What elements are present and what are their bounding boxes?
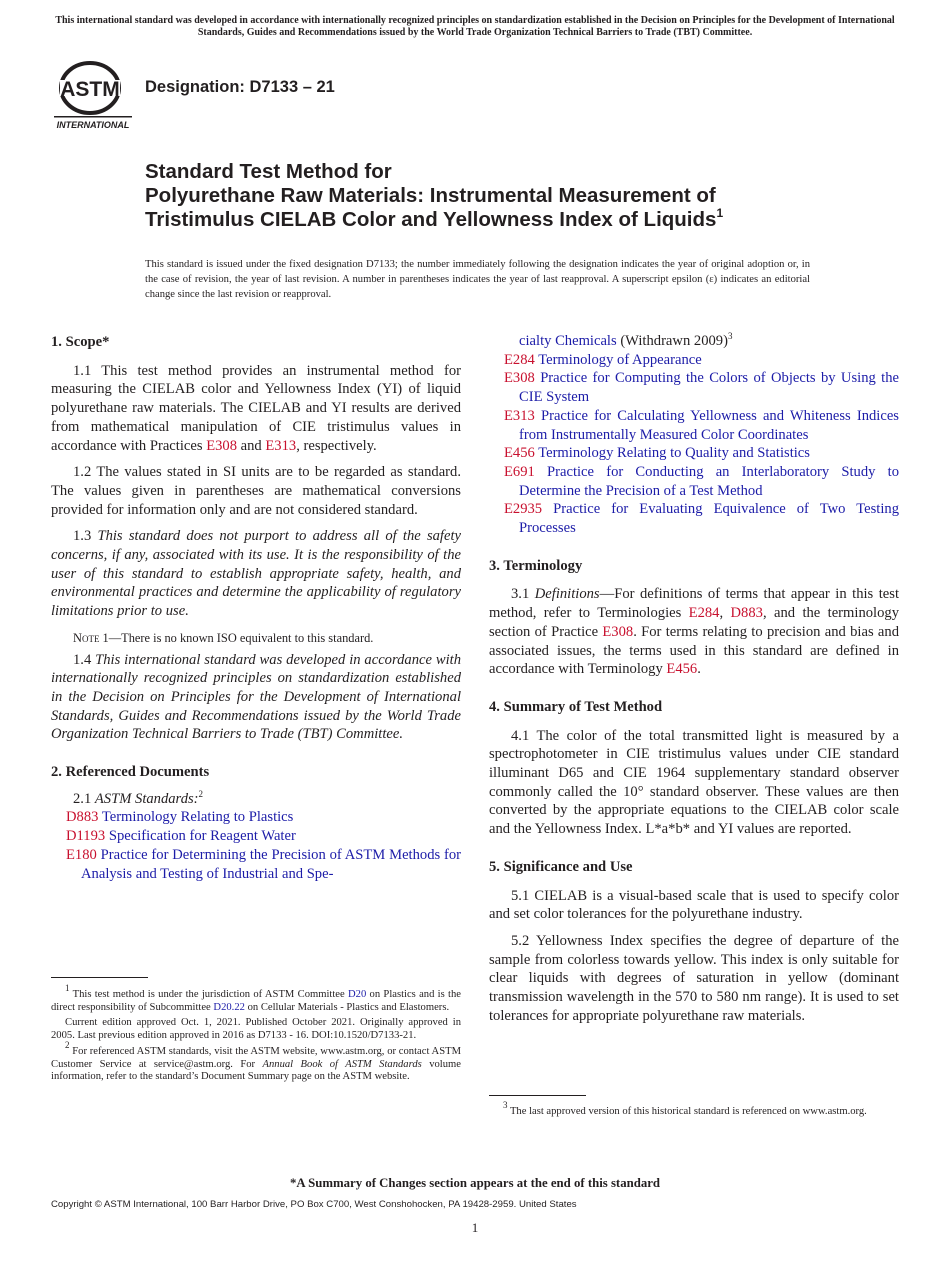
note-label: Note 1 — [73, 630, 109, 645]
ref-item-e180-cont[interactable] — [489, 332, 899, 351]
term-text-1: —For definitions of terms that appear in this test method, refer to Terminologies — [489, 586, 900, 622]
right-column — [489, 332, 899, 1026]
ref-title: Specification for Reagent Water — [108, 828, 296, 845]
ref-code: E308 — [504, 370, 535, 387]
ref-title: Practice for Calculating Yellowness and Whiteness Indices from Instrumentally Measured Color Coordinates — [519, 407, 899, 443]
header-notice: This international standard was developed in accordance with internationally recognized principles on standardization established in the Decision on Principles for the Development of International Standards, Guides and Recommendations issued by the World Trade Organization Technical Barriers to Trade (TBT) Committee. — [55, 15, 895, 38]
footnote-1-edition: Current edition approved Oct. 1, 2021. Published October 2021. Originally approved in 2005. Last previous edition approved in 2016 as D7133 - 16. DOI:10.1520/D7133-21. — [51, 1017, 461, 1041]
term-text-5: . — [697, 661, 701, 678]
footnotes-right — [489, 1100, 899, 1122]
ref-item-e180[interactable] — [51, 846, 461, 883]
scope-heading: 1. Scope* — [51, 334, 110, 350]
scope-note — [51, 629, 461, 648]
scope-para-4 — [51, 651, 461, 745]
link-e456[interactable]: E456 — [666, 661, 698, 678]
ref-item-e691[interactable] — [489, 463, 899, 500]
summary-of-changes-note: *A Summary of Changes section appears at the end of this standard — [289, 1176, 661, 1190]
ref-code: E180 — [66, 846, 97, 863]
term-label: Definitions — [534, 586, 600, 603]
ref-withdrawn-mark: 3 — [727, 331, 733, 341]
ref-title: Practice for Conducting an Interlaboratory Study to Determine the Precision of a Test Method — [519, 463, 899, 499]
footnote-2 — [51, 1040, 461, 1084]
footnote-1-text-a: This test method is under the jurisdiction of ASTM Committee — [69, 989, 348, 1000]
ref-code: E2935 — [504, 501, 543, 518]
document-title — [145, 160, 885, 232]
ref-title: Practice for Evaluating Equivalence of Two Testing Processes — [519, 501, 899, 537]
page-number: 1 — [471, 1220, 479, 1235]
footnote-rule-right — [489, 1095, 586, 1096]
ref-code: E691 — [504, 463, 535, 480]
footnote-1-text-b: on Plastics and is the direct responsibility of Subcommittee — [51, 989, 461, 1013]
footnotes-left — [51, 983, 461, 1087]
title-line-2: Polyurethane Raw Materials: Instrumental Measurement of — [145, 184, 716, 207]
link-d20-22[interactable]: D20.22 — [213, 1001, 245, 1013]
ref-title: Terminology Relating to Plastics — [101, 809, 294, 826]
scope-p4-text: This international standard was developed in accordance with internationally recognized principles on standardization established in the Decision on Principles for the Development of International Standards, Guides and Recommendations issued by the World Trade Organization Technical Barriers to Trade (TBT) Committee. — [51, 651, 462, 743]
term-text-3: , and the terminology section of Practice — [489, 605, 899, 640]
title-line-3 — [145, 208, 885, 232]
footnote-3-mark: 3 — [503, 1100, 508, 1110]
footnote-2-italic: Annual Book of ASTM Standards — [262, 1058, 422, 1070]
footnote-1-mark: 1 — [65, 983, 70, 993]
left-column — [51, 333, 461, 883]
copyright: Copyright © ASTM International, 100 Barr Harbor Drive, PO Box C700, West Conshohocken, PA 19428-2959. United States — [51, 1199, 577, 1210]
significance-para-1: 5.1 CIELAB is a visual-based scale that is used to specify color and set color tolerances for the polyurethane industry. — [489, 887, 899, 923]
link-d20[interactable]: D20 — [348, 989, 367, 1000]
footnote-2-text-a: For referenced ASTM standards, visit the ASTM website, www.astm.org, or contact ASTM Customer Service at service@astm.org. For — [51, 1046, 461, 1070]
astm-logo — [52, 58, 134, 132]
terminology-heading: 3. Terminology — [489, 557, 583, 574]
logo-wordmark: ASTM — [60, 78, 120, 101]
ref-title-cont: cialty Chemicals — [519, 333, 617, 349]
link-e308[interactable]: E308 — [602, 623, 634, 640]
significance-para-2: 5.2 Yellowness Index specifies the degree of departure of the sample from colorless towards yellow. This index is only suitable for clear liquids with degrees of saturation in yellow (dominant transmission wavelength in the 570 to 580 nm range). It is used to set tolerances for appropriate polyurethane raw materials. — [489, 932, 899, 1024]
ref-sub-label: ASTM Standards: — [94, 790, 199, 807]
summary-heading: 4. Summary of Test Method — [489, 698, 663, 715]
term-text-4: . For terms relating to precision and bias and associated issues, the terms used in this standard are defined in accordance with Terminology — [489, 623, 899, 678]
scope-p1-and: and — [237, 437, 266, 454]
ref-title: Practice for Computing the Colors of Objects by Using the CIE System — [519, 370, 899, 406]
ref-item-e284[interactable] — [489, 351, 899, 370]
link-e308[interactable]: E308 — [206, 437, 237, 454]
footnote-rule-left — [51, 977, 148, 978]
footnote-1 — [51, 983, 461, 1014]
ref-item-e456[interactable] — [489, 444, 899, 463]
scope-p3-text: This standard does not purport to address all of the safety concerns, if any, associated with its use. It is the responsibility of the user of this standard to establish appropriate safety, health, and environmental practices and determine the applicability of regulatory limitations prior to use. — [51, 528, 461, 620]
footnote-3-text: The last approved version of this historical standard is referenced on www.astm.org. — [507, 1106, 867, 1117]
terminology-para — [489, 585, 899, 679]
link-e284[interactable]: E284 — [688, 605, 720, 622]
scope-para-2: 1.2 The values stated in SI units are to be regarded as standard. The values given in parentheses are mathematical conversions provided for information only and are not considered standard. — [51, 464, 461, 518]
ref-title: Practice for Determining the Precision of ASTM Methods for Analysis and Testing of Industrial and Spe- — [81, 846, 461, 882]
summary-para-1: 4.1 The color of the total transmitted light is measured by a spectrophotometer in CIE tristimulus values under CIE standard illuminant D65 and CIE 1964 supplementary standard observer commonly called the 10° standard observer. These values are then converted by the appropriate equations to the CIELAB color scale and the Yellowness Index. L*a*b* and YI values are reported. — [489, 727, 899, 838]
ref-code: D883 — [66, 809, 99, 826]
designation: Designation: D7133 – 21 — [145, 78, 335, 96]
term-text-2: , — [719, 605, 731, 622]
note-text: —There is no known ISO equivalent to this standard. — [108, 630, 374, 645]
ref-item-e308[interactable] — [489, 369, 899, 406]
scope-para-3 — [51, 527, 461, 621]
footnote-3 — [489, 1100, 899, 1119]
astm-logo-graphic — [52, 58, 134, 132]
ref-withdrawn: (Withdrawn 2009) — [616, 333, 728, 349]
title-line-1: Standard Test Method for — [145, 160, 392, 183]
scope-p1-end: , respectively. — [296, 437, 377, 454]
title-line-3-text: Tristimulus CIELAB Color and Yellowness Index of Liquids — [145, 208, 717, 231]
significance-heading: 5. Significance and Use — [489, 858, 633, 875]
term-num: 3.1 — [511, 586, 535, 603]
footnote-2-text-b: volume information, refer to the standard’s Document Summary page on the ASTM website. — [51, 1058, 461, 1082]
scope-para-1 — [51, 362, 461, 456]
ref-code: E284 — [504, 351, 535, 368]
ref-item-e2935[interactable] — [489, 500, 899, 537]
ref-item-d1193[interactable] — [51, 827, 461, 846]
astm-standards-label — [51, 790, 461, 809]
ref-title: Terminology of Appearance — [538, 351, 702, 368]
scope-p3-num: 1.3 — [73, 528, 98, 545]
link-e313[interactable]: E313 — [265, 437, 297, 454]
ref-title: Terminology Relating to Quality and Statistics — [538, 445, 810, 462]
logo-subtext: INTERNATIONAL — [56, 120, 130, 130]
link-d883[interactable]: D883 — [730, 605, 763, 622]
footnote-2-mark: 2 — [65, 1040, 70, 1050]
ref-code: E313 — [504, 407, 535, 424]
title-footnote-mark: 1 — [716, 206, 724, 220]
ref-item-e313[interactable] — [489, 407, 899, 444]
scope-p4-num: 1.4 — [73, 651, 96, 668]
ref-sub-mark: 2 — [198, 788, 204, 799]
footnote-1-text-c: on Cellular Materials - Plastics and Elastomers. — [244, 1001, 450, 1013]
ref-code: D1193 — [66, 828, 106, 845]
scope-p1-text: 1.1 This test method provides an instrumental method for measuring the CIELAB color and Yellowness Index (YI) of liquid polyurethane raw materials. The CIELAB and YI results are derived from mathematical manipulation of CIE tristimulus values in accordance with Practices — [51, 362, 461, 454]
ref-code: E456 — [504, 445, 535, 462]
ref-sub-num: 2.1 — [73, 790, 95, 807]
referenced-heading: 2. Referenced Documents — [51, 764, 210, 781]
ref-item-d883[interactable] — [51, 808, 461, 827]
issuance-statement: This standard is issued under the fixed designation D7133; the number immediately following the designation indicates the year of original adoption or, in the case of revision, the year of last revision. A number in parentheses indicates the year of last reapproval. A superscript epsilon (ε) indicates an editorial change since the last revision or reapproval. — [145, 259, 810, 300]
